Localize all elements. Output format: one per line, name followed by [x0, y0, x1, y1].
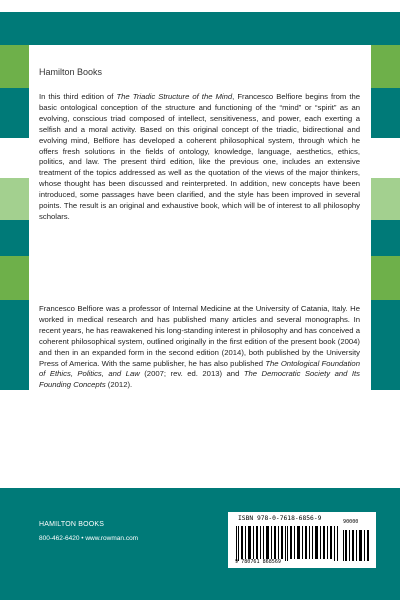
- barcode-bars: [236, 526, 339, 561]
- top-white-band: [0, 0, 400, 12]
- top-teal-band: [0, 12, 400, 45]
- author-biography: Francesco Belfiore was a professor of Internal Medicine at the University of Catania, Italy. He worked in medical research and has published many articles and several monographs. In recent years, he has reawakened his long-standing interest in philosophy and has conceived a coherent philosophical system, outlined originally in the first edition of the present book (2004) and then in an expanded form in the second edition (2014), both published by the University Press of America. With the same publisher, he has also published The Ontological Foundation of Ethics, Politics, and Law (2007; rev. ed. 2013) and The Democratic Society and Its Founding Concepts (2012).: [39, 304, 360, 390]
- book-description: In this third edition of The Triadic Structure of the Mind, Francesco Belfiore begins from the basic ontological conception of the structure and functioning of the “mind” or “spirit” as an evolving, conscious triad composed of intellect, sensitiveness, and power, each exerting a selfish and a moral activity. Based on this original concept of the triadic, bidirectional and evolving mind, Belfiore has developed a coherent philosophical system, through which he offers fresh solutions in the fields of ontology, knowledge, language, aesthetics, ethics, politics, and law. The present third edition, like the previous one, includes an extensive treatment of the topics addressed as well as the quotation of the views of the major thinkers, whose thought has been discussed and reinterpreted. In addition, new concepts have been introduced, some passages have been clarified, and the style has been improved in several points. The result is an original and exhaustive book, which will be of interest to all philosophy scholars.: [39, 92, 361, 221]
- left-white-stripe: [0, 138, 29, 178]
- right-green-lower-stripe: [371, 256, 400, 300]
- footer-publisher: HAMILTON BOOKS: [39, 521, 105, 528]
- left-teal-stripe: [0, 88, 29, 138]
- back-cover-text-panel: [29, 45, 371, 488]
- isbn-label: ISBN 978-0-7618-6856-9: [238, 515, 322, 522]
- publisher-name: Hamilton Books: [39, 67, 103, 77]
- left-green-lower-stripe: [0, 256, 29, 300]
- right-light-green-stripe: [371, 178, 400, 220]
- left-teal-lower-stripe: [0, 220, 29, 256]
- footer-contact: 800-462-6420 • www.rowman.com: [39, 535, 139, 542]
- right-teal-stripe: [371, 88, 400, 138]
- right-teal-lower-stripe: [371, 220, 400, 256]
- right-white-side-stripe: [371, 390, 400, 488]
- right-white-stripe: [371, 138, 400, 178]
- related-title-2: The Democratic Society and Its Founding Concepts: [39, 369, 360, 390]
- right-green-stripe: [371, 45, 400, 88]
- isbn-barcode: [228, 512, 376, 568]
- book-title: The Triadic Structure of the Mind: [116, 92, 233, 101]
- barcode-addon-digits: 90000: [343, 519, 359, 525]
- left-white-side-stripe: [0, 390, 29, 488]
- right-teal-side-stripe: [371, 300, 400, 390]
- left-teal-side-stripe: [0, 300, 29, 390]
- related-title-1: The Ontological Foundation of Ethics, Politics, and Law: [39, 358, 360, 379]
- left-green-stripe: [0, 45, 29, 88]
- barcode-digits: 9 780761 868569: [235, 559, 282, 565]
- barcode-addon-bars: [343, 526, 369, 561]
- left-light-green-stripe: [0, 178, 29, 220]
